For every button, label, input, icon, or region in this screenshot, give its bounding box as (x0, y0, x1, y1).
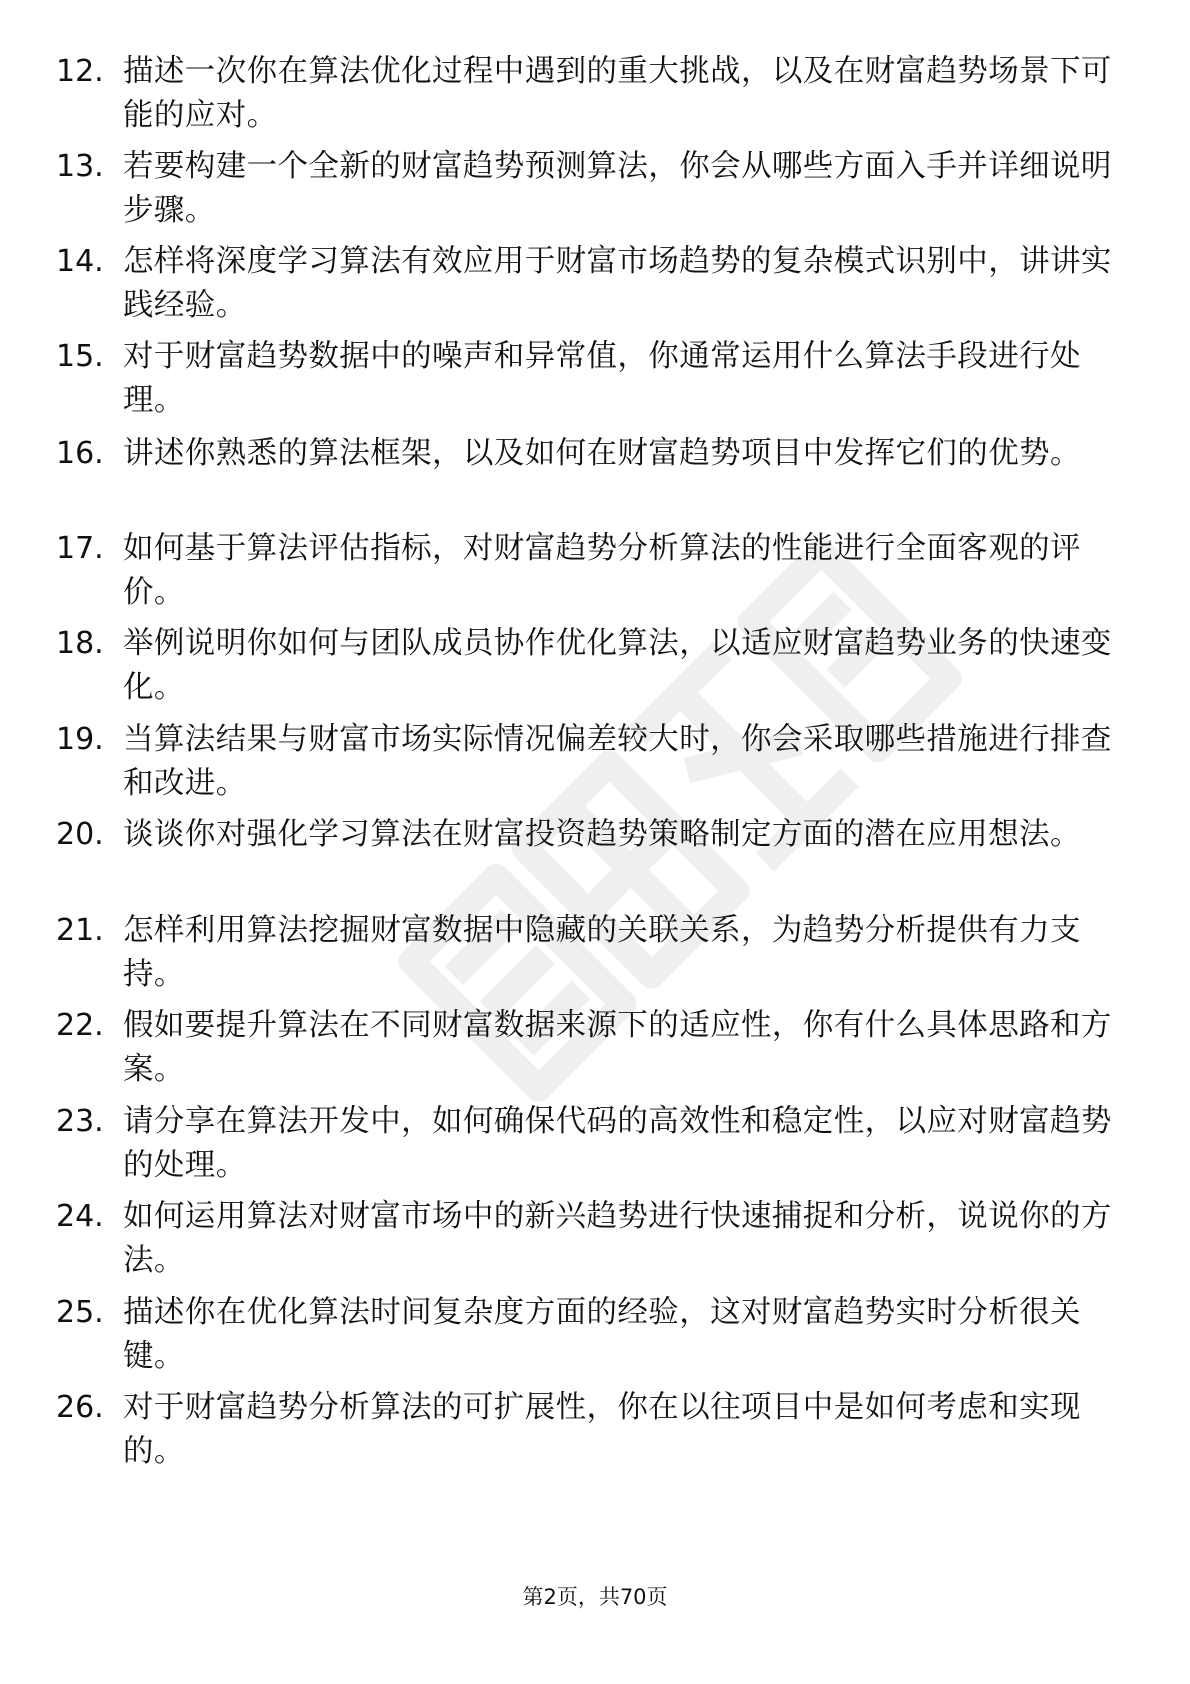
question-number: 15. (56, 339, 104, 374)
list-item (0, 1195, 1190, 1295)
list-item (0, 1100, 1190, 1200)
list-item (0, 622, 1190, 722)
question-text: 谈谈你对强化学习算法在财富投资趋势策略制定方面的潜在应用想法。 (123, 817, 1081, 852)
list-item (0, 909, 1190, 1009)
question-text: 对于财富趋势数据中的噪声和异常值，你通常运用什么算法手段进行处理。 (123, 339, 1081, 418)
question-number: 23. (56, 1104, 104, 1139)
question-text: 当算法结果与财富市场实际情况偏差较大时，你会采取哪些措施进行排查和改进。 (123, 722, 1112, 801)
question-text: 描述一次你在算法优化过程中遇到的重大挑战，以及在财富趋势场景下可能的应对。 (123, 54, 1112, 133)
question-text: 讲述你熟悉的算法框架，以及如何在财富趋势项目中发挥它们的优势。 (123, 436, 1081, 471)
question-text: 对于财富趋势分析算法的可扩展性，你在以往项目中是如何考虑和实现的。 (123, 1390, 1081, 1469)
list-item (0, 718, 1190, 818)
question-number: 18. (56, 626, 104, 661)
question-number: 14. (56, 244, 104, 279)
list-item (0, 432, 1190, 532)
list-item (0, 1004, 1190, 1104)
question-text: 假如要提升算法在不同财富数据来源下的适应性，你有什么具体思路和方案。 (123, 1008, 1112, 1087)
question-number: 26. (56, 1390, 104, 1425)
question-number: 19. (56, 722, 104, 757)
question-number: 21. (56, 913, 104, 948)
list-item (0, 145, 1190, 245)
question-number: 22. (56, 1008, 104, 1043)
question-text: 若要构建一个全新的财富趋势预测算法，你会从哪些方面入手并详细说明步骤。 (123, 149, 1112, 228)
list-item (0, 1386, 1190, 1486)
list-item (0, 50, 1190, 150)
list-item (0, 335, 1190, 435)
list-item (0, 240, 1190, 340)
question-text: 如何基于算法评估指标，对财富趋势分析算法的性能进行全面客观的评价。 (123, 531, 1081, 610)
question-text: 请分享在算法开发中，如何确保代码的高效性和稳定性，以应对财富趋势的处理。 (123, 1104, 1112, 1183)
question-text: 怎样将深度学习算法有效应用于财富市场趋势的复杂模式识别中，讲讲实践经验。 (123, 244, 1112, 323)
question-number: 25. (56, 1295, 104, 1330)
list-item (0, 527, 1190, 627)
question-text: 怎样利用算法挖掘财富数据中隐藏的关联关系，为趋势分析提供有力支持。 (123, 913, 1081, 992)
list-item (0, 1291, 1190, 1391)
list-item (0, 813, 1190, 913)
question-number: 17. (56, 531, 104, 566)
question-text: 描述你在优化算法时间复杂度方面的经验，这对财富趋势实时分析很关键。 (123, 1295, 1081, 1374)
question-number: 13. (56, 149, 104, 184)
question-number: 12. (56, 54, 104, 89)
question-text: 举例说明你如何与团队成员协作优化算法，以适应财富趋势业务的快速变化。 (123, 626, 1112, 705)
question-number: 20. (56, 817, 104, 852)
question-number: 24. (56, 1199, 104, 1234)
page-number-footer: 第2页，共70页 (522, 1585, 668, 1609)
question-number: 16. (56, 436, 104, 471)
question-text: 如何运用算法对财富市场中的新兴趋势进行快速捕捉和分析，说说你的方法。 (123, 1199, 1112, 1278)
